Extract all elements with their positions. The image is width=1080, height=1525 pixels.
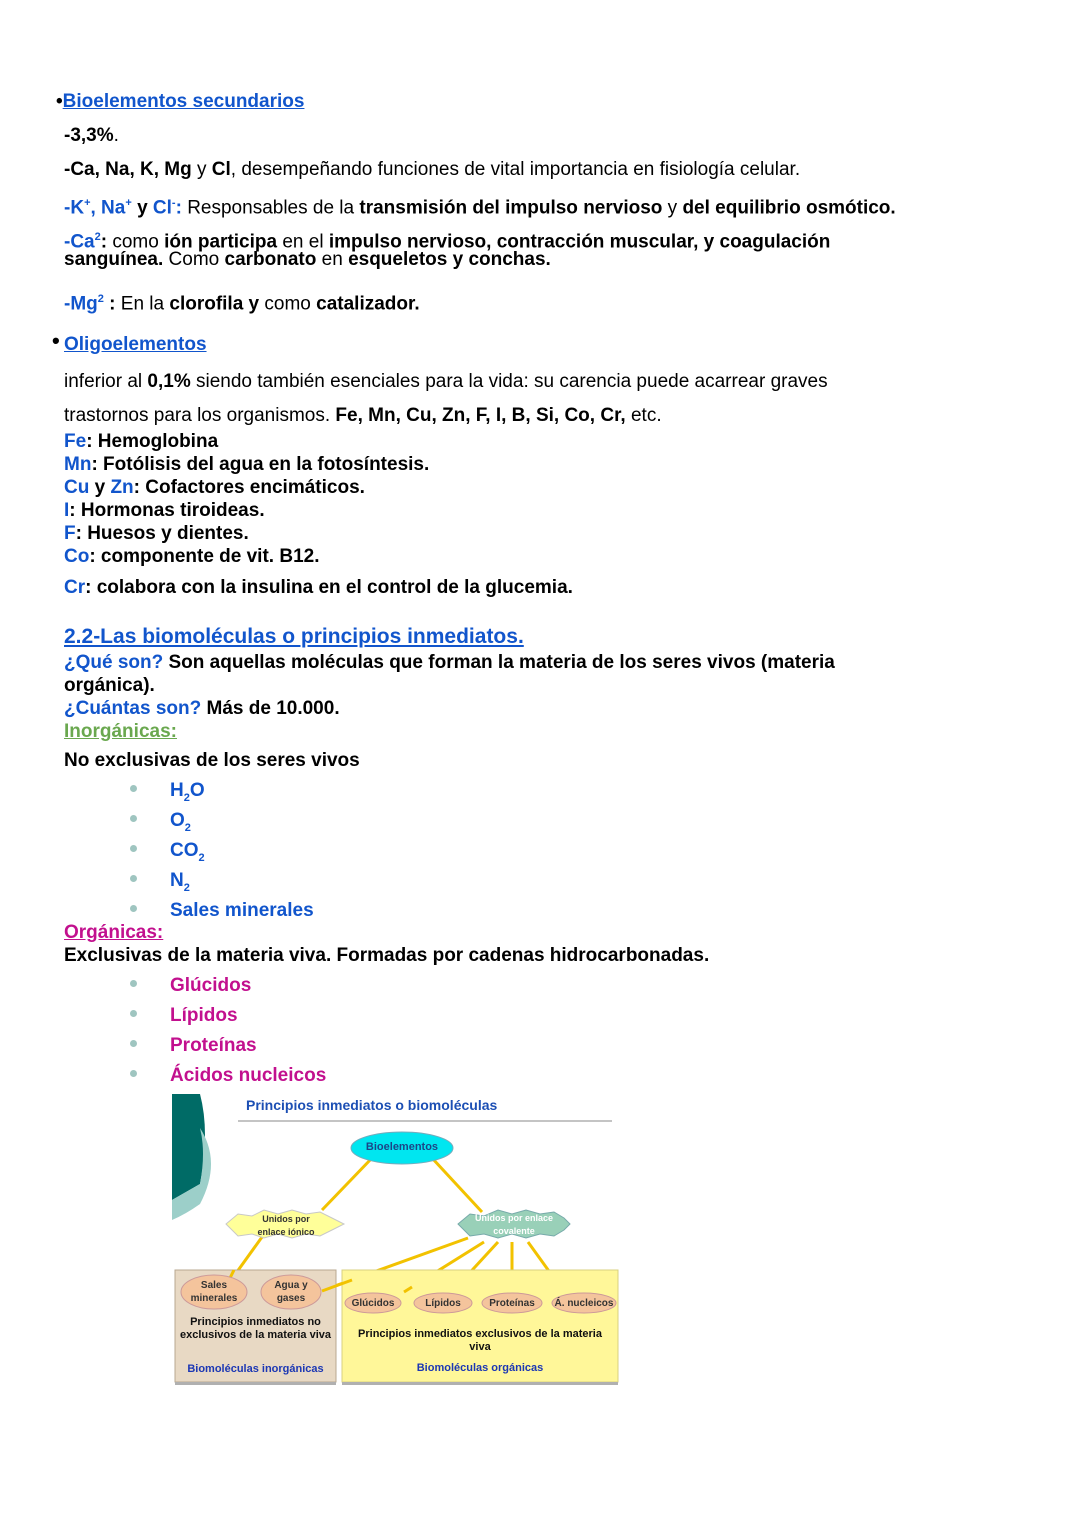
list-item: Ácidos nucleicos [130, 1065, 326, 1087]
left-label: Biomoléculas inorgánicas [187, 1363, 324, 1375]
bullet-dot [130, 845, 137, 852]
ca-na-line: -Ca, Na, K, Mg y Cl, desempeñando funciones de vital importancia en fisiología celular. [64, 159, 801, 180]
proteinas-label: Proteínas [489, 1298, 535, 1309]
ca2-line-cont: sanguínea. Como carbonato en esqueletos y conchas. [64, 249, 551, 270]
list-item: Proteínas [130, 1035, 257, 1057]
inorganicas-title: Inorgánicas: [64, 721, 177, 742]
pct-line: -3,3%. [64, 125, 119, 146]
list-item: Sales minerales [130, 900, 314, 922]
list-item: Lípidos [130, 1005, 238, 1027]
lipidos-label: Lípidos [425, 1298, 461, 1309]
organicas-desc: Exclusivas de la materia viva. Formadas por cadenas hidrocarbonadas. [64, 945, 710, 966]
nucleicos-label: Á. nucleicos [554, 1298, 614, 1309]
agua-label: Agua y gases [274, 1280, 308, 1304]
oligo-item-cu-zn: Cu y Zn: Cofactores encimáticos. [64, 477, 365, 498]
biomoleculas-diagram [172, 1092, 622, 1387]
que-son-line: ¿Qué son? Son aquellas moléculas que forman la materia de los seres vivos (materia [64, 652, 835, 673]
k-na-cl-line: -K+, Na+ y Cl-: Responsables de la transmisión del impulso nervioso y del equilibrio osmótico. [64, 197, 896, 219]
section-secundarios-title [56, 91, 304, 113]
mg-line: -Mg$^2$ : En la clorofila y como catalizador. [64, 293, 420, 315]
inorganicas-desc: No exclusivas de los seres vivos [64, 750, 360, 771]
sales-label: Sales minerales [190, 1280, 238, 1304]
bullet-dot [130, 1070, 137, 1077]
left-desc: Principios inmediatos no exclusivos de la materia viva [179, 1316, 332, 1341]
oligo-item-f: F: Huesos y dientes. [64, 523, 249, 544]
oligo-item-fe: Fe: Hemoglobina [64, 431, 219, 452]
right-label: Biomoléculas orgánicas [416, 1362, 544, 1374]
cuantas-son-line: ¿Cuántas son? Más de 10.000. [64, 698, 340, 719]
bullet: • [56, 91, 63, 112]
glucidos-label: Glúcidos [351, 1298, 395, 1309]
oligo-item-co: Co: componente de vit. B12. [64, 546, 320, 567]
section-biomol-title: 2.2-Las biomoléculas o principios inmediatos. [64, 625, 524, 648]
right-desc: Principios inmediatos exclusivos de la materia viva [358, 1328, 602, 1353]
bullet-dot [130, 1040, 137, 1047]
oligo-para-2: trastornos para los organismos. Fe, Mn, Cu, Zn, F, I, B, Si, Co, Cr, etc. [64, 405, 662, 426]
list-item: $CO_2$ [130, 840, 205, 869]
ionico-label: Unidos por enlace iónico [257, 1214, 315, 1237]
bioelementos-label: Bioelementos [365, 1141, 439, 1153]
bullet-dot [130, 785, 137, 792]
oligo-item-cr: Cr: colabora con la insulina en el control de la glucemia. [64, 577, 573, 598]
diagram-title: Principios inmediatos o biomoléculas [246, 1097, 498, 1113]
list-item: $N_2$ [130, 870, 190, 899]
oligo-item-i: I: Hormonas tiroideas. [64, 500, 265, 521]
list-item: $H_2O$ [130, 780, 205, 809]
list-item: $O_2$ [130, 810, 191, 839]
bullet-dot [130, 1010, 137, 1017]
oligo-para-1: inferior al 0,1% siendo también esenciales para la vida: su carencia puede acarrear graves [64, 371, 828, 392]
oligo-item-mn: Mn: Fotólisis del agua en la fotosíntesis. [64, 454, 430, 475]
bullet-dot [130, 875, 137, 882]
bullet: • [52, 328, 60, 353]
covalente-label: Unidos por enlace covalente [474, 1213, 554, 1236]
section-oligo-title: Oligoelementos [64, 334, 207, 355]
bullet-dot [130, 905, 137, 912]
organicas-title: Orgánicas: [64, 922, 164, 943]
bullet-dot [130, 815, 137, 822]
bullet-dot [130, 980, 137, 987]
ca2-line: -Ca$^2$: como ión participa en el impulso nervioso, contracción muscular, y coagulación [64, 231, 831, 253]
que-son-line-cont: orgánica). [64, 675, 155, 696]
heading-text: Bioelementos secundarios [62, 91, 305, 112]
list-item: Glúcidos [130, 975, 251, 997]
